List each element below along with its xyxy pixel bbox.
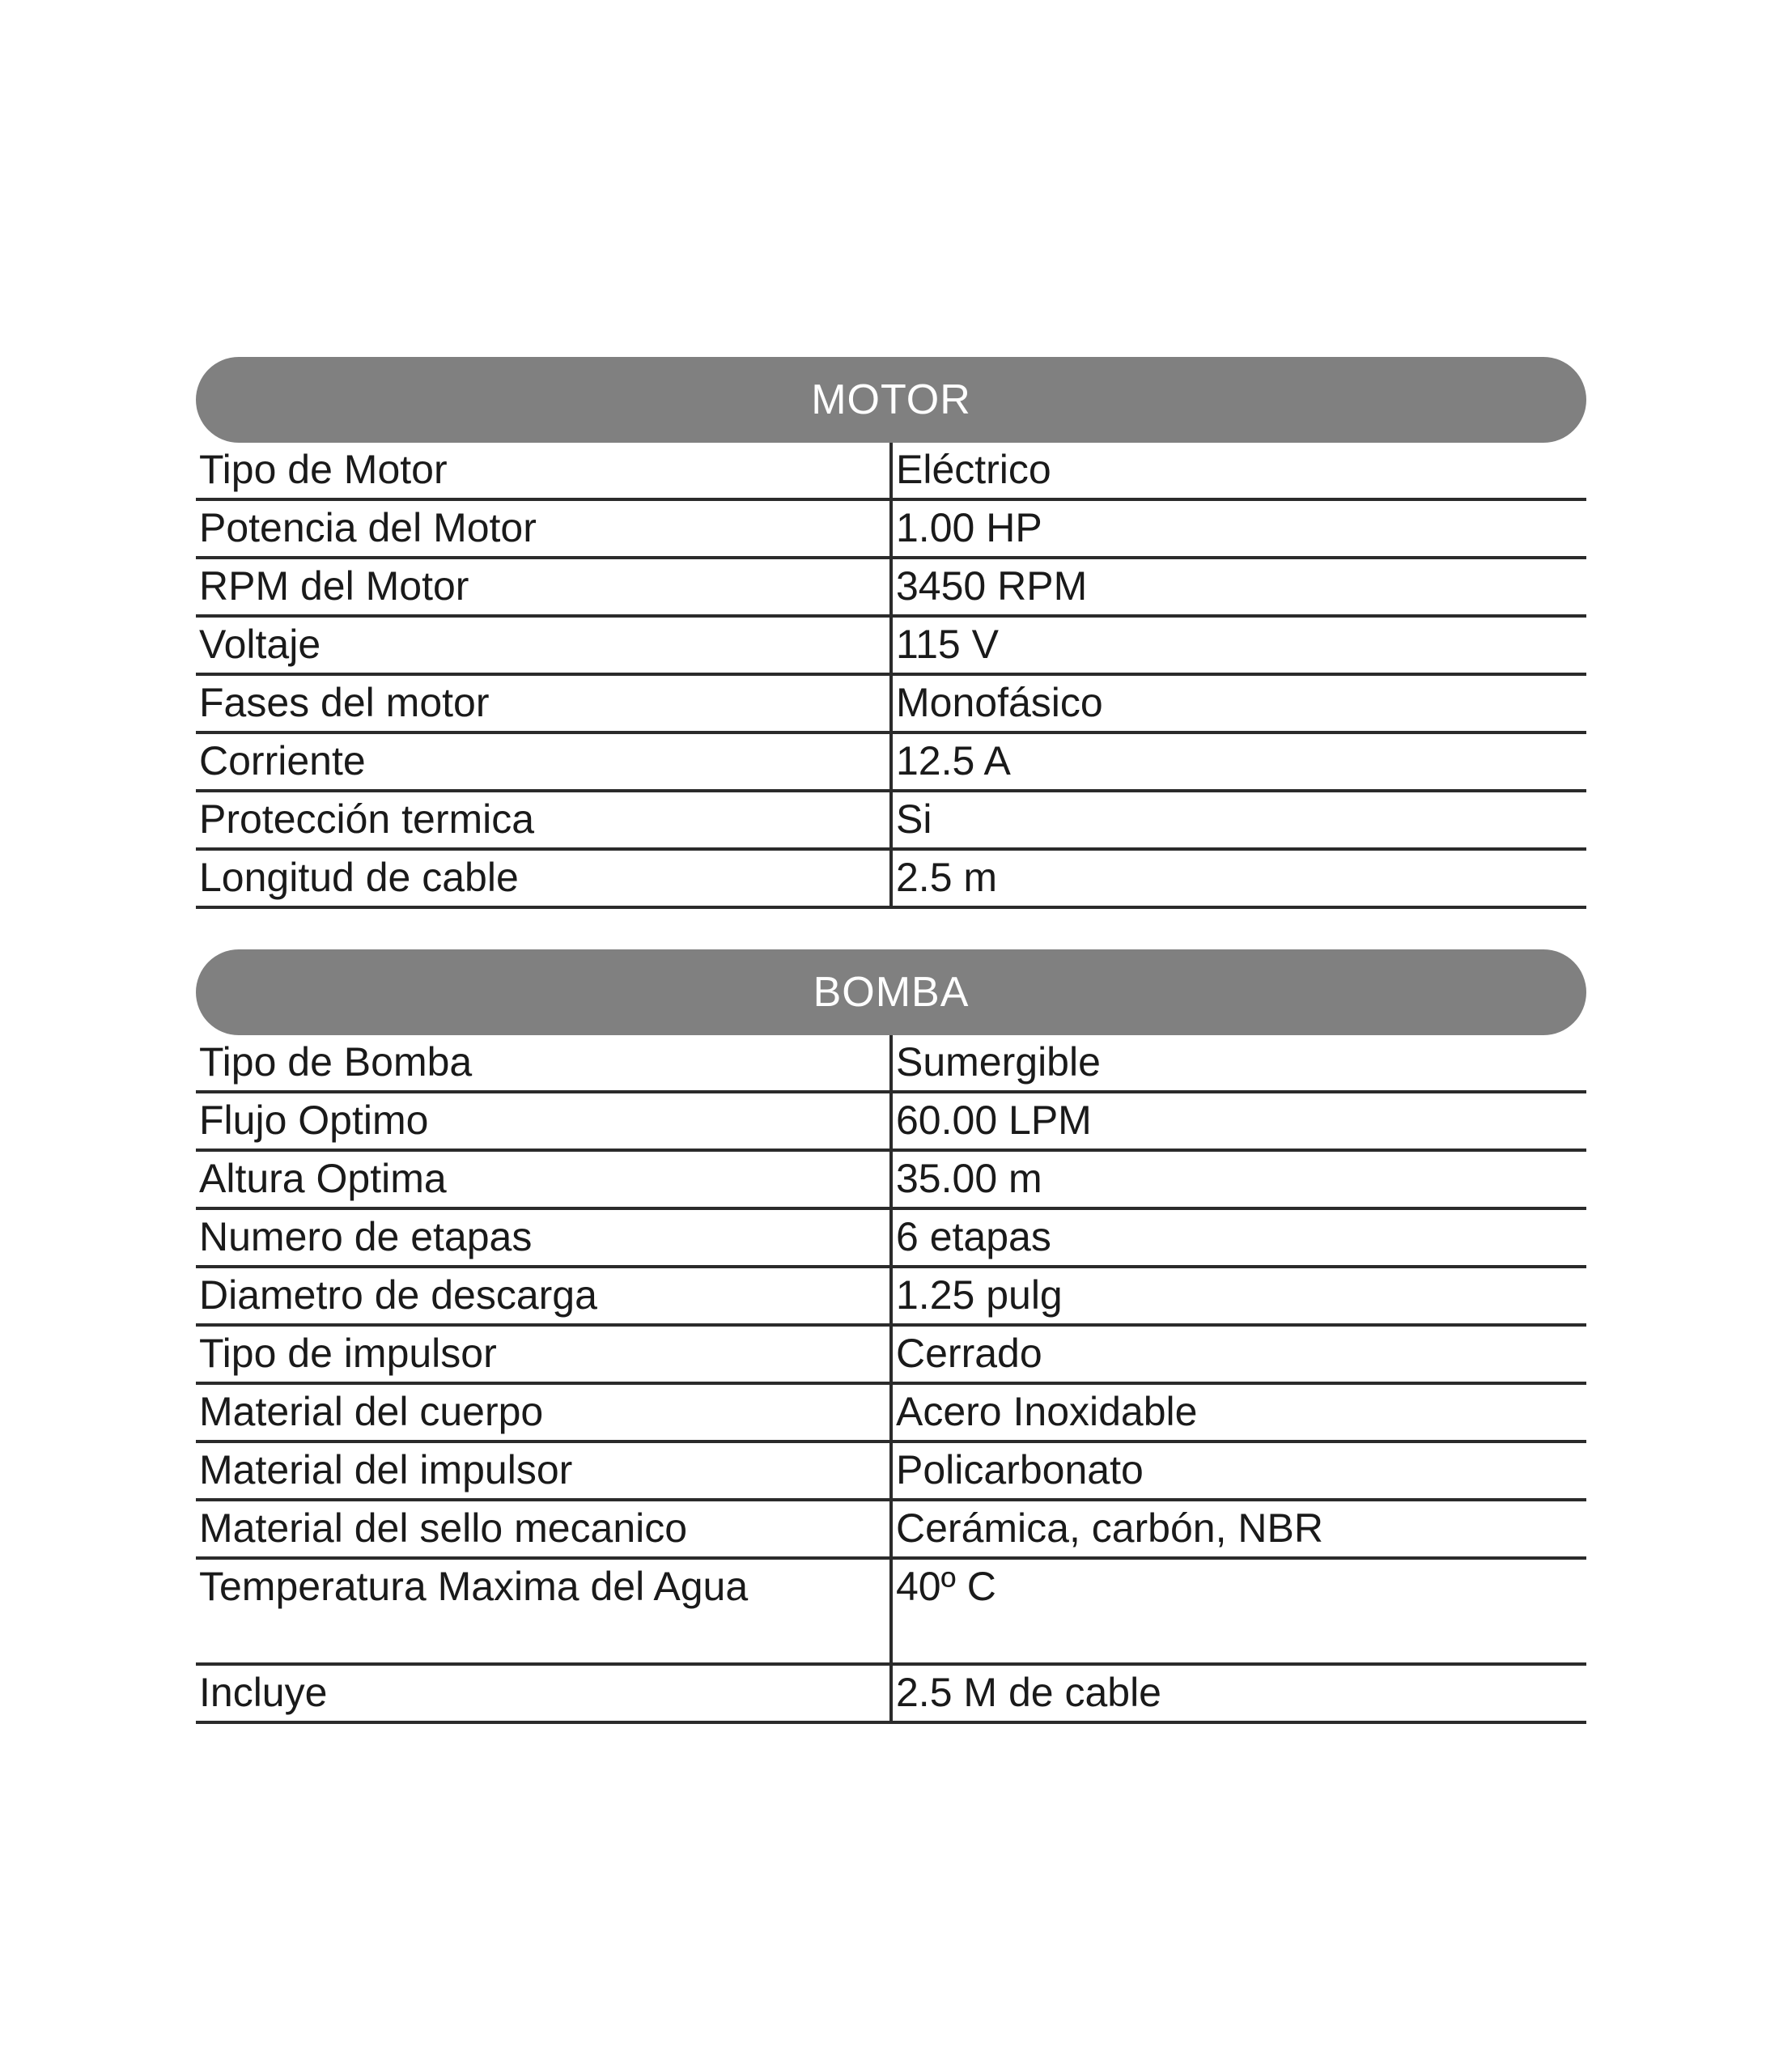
table-row <box>196 1268 1586 1327</box>
spec-label: Tipo de Motor <box>196 443 893 498</box>
spec-value: 2.5 m <box>896 855 998 900</box>
motor-section-header: MOTOR <box>196 357 1586 443</box>
table-row <box>196 618 1586 676</box>
table-row <box>196 1385 1586 1443</box>
spec-label: RPM del Motor <box>196 559 893 614</box>
spec-value: 35.00 m <box>896 1156 1042 1201</box>
spec-label: Temperatura Maxima del Agua <box>196 1560 893 1662</box>
spec-label: Material del impulsor <box>196 1443 893 1498</box>
spec-value: 40º C <box>896 1564 996 1609</box>
table-row <box>196 1152 1586 1210</box>
spec-label: Tipo de Bomba <box>196 1035 893 1090</box>
spec-value: Sumergible <box>896 1039 1101 1085</box>
bomba-section-header: BOMBA <box>196 949 1586 1035</box>
spec-label: Material del cuerpo <box>196 1385 893 1440</box>
spec-value: 2.5 M de cable <box>896 1670 1161 1715</box>
motor-spec-section <box>196 357 1586 909</box>
table-row <box>196 1093 1586 1152</box>
table-row <box>196 1210 1586 1268</box>
table-row <box>196 1560 1586 1666</box>
table-row <box>196 792 1586 851</box>
motor-spec-table <box>196 443 1586 909</box>
table-row <box>196 501 1586 559</box>
spec-label: Potencia del Motor <box>196 501 893 556</box>
spec-label: Numero de etapas <box>196 1210 893 1265</box>
table-row <box>196 443 1586 501</box>
table-row <box>196 734 1586 792</box>
bomba-spec-section <box>196 949 1586 1724</box>
spec-value: 3450 RPM <box>896 563 1088 609</box>
spec-value: Cerámica, carbón, NBR <box>896 1505 1323 1551</box>
spec-label: Incluye <box>196 1666 893 1721</box>
spec-value: Policarbonato <box>896 1447 1144 1492</box>
spec-label: Longitud de cable <box>196 851 893 906</box>
table-row <box>196 1327 1586 1385</box>
spec-value: Cerrado <box>896 1331 1042 1376</box>
spec-label: Corriente <box>196 734 893 789</box>
bomba-spec-table <box>196 1035 1586 1724</box>
table-row <box>196 1035 1586 1093</box>
spec-value: 1.25 pulg <box>896 1272 1063 1318</box>
spec-value: 115 V <box>896 622 999 667</box>
spec-value: 60.00 LPM <box>896 1098 1092 1143</box>
spec-label: Tipo de impulsor <box>196 1327 893 1382</box>
table-row <box>196 559 1586 618</box>
spec-label: Altura Optima <box>196 1152 893 1207</box>
table-row <box>196 851 1586 909</box>
spec-label: Protección termica <box>196 792 893 847</box>
spec-value: 6 etapas <box>896 1214 1051 1259</box>
spec-value: 12.5 A <box>896 738 1011 783</box>
spec-value: 1.00 HP <box>896 505 1042 550</box>
table-row <box>196 1501 1586 1560</box>
spec-value: Acero Inoxidable <box>896 1389 1198 1434</box>
table-row <box>196 676 1586 734</box>
spec-label: Diametro de descarga <box>196 1268 893 1323</box>
spec-label: Flujo Optimo <box>196 1093 893 1149</box>
table-row <box>196 1666 1586 1724</box>
spec-value: Si <box>896 796 932 842</box>
spec-value: Eléctrico <box>896 447 1051 492</box>
spec-label: Fases del motor <box>196 676 893 731</box>
spec-label: Voltaje <box>196 618 893 673</box>
spec-value: Monofásico <box>896 680 1103 725</box>
table-row <box>196 1443 1586 1501</box>
spec-label: Material del sello mecanico <box>196 1501 893 1556</box>
